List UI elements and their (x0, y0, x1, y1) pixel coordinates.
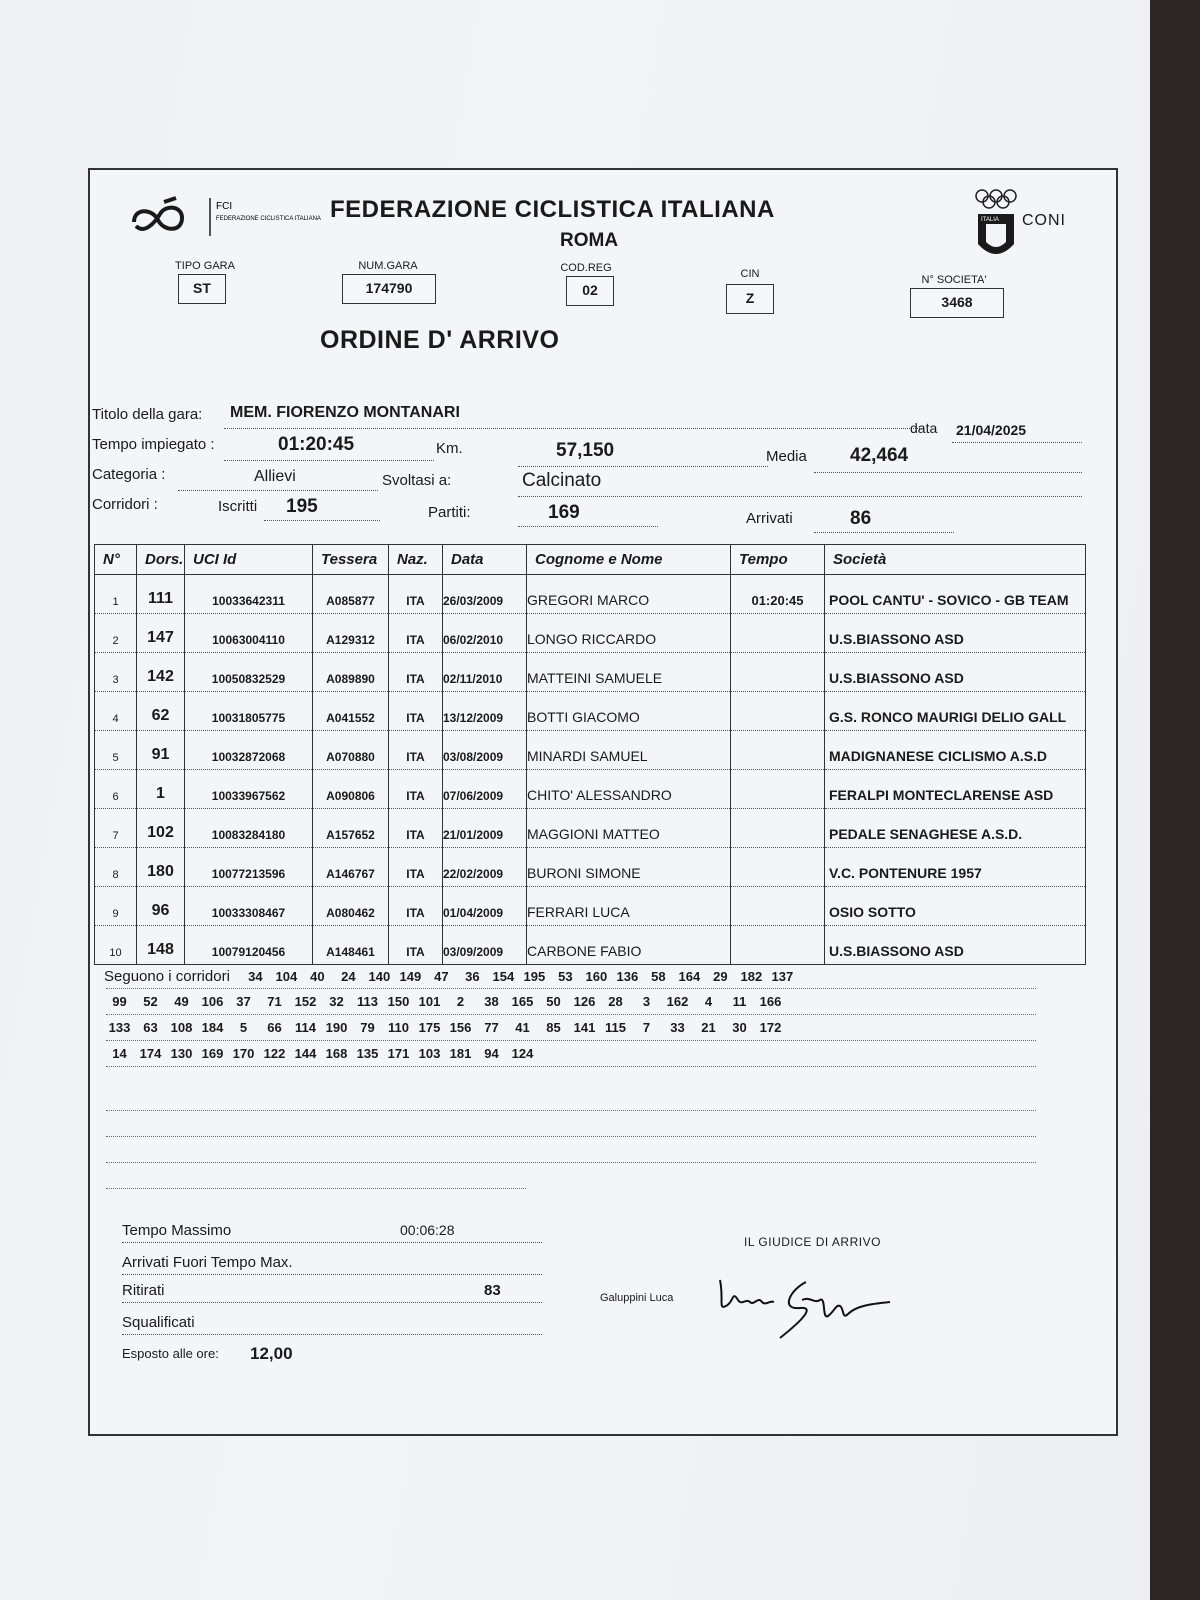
federation-title: FEDERAZIONE CICLISTICA ITALIANA (330, 196, 775, 223)
following-bib: 175 (418, 1020, 441, 1035)
empty-line (106, 1162, 1036, 1163)
categoria-value: Allievi (254, 468, 296, 485)
table-row (95, 614, 1086, 653)
following-bib: 195 (523, 969, 546, 984)
following-bib: 164 (678, 969, 701, 984)
following-bib: 140 (368, 969, 391, 984)
following-bib: 124 (511, 1046, 534, 1061)
time-cell (731, 614, 825, 653)
fuori-tempo-label: Arrivati Fuori Tempo Max. (122, 1254, 293, 1271)
fci-logo (124, 192, 321, 242)
following-bib: 162 (666, 994, 689, 1009)
uci-id-cell: 10033967562 (185, 770, 313, 809)
following-bib: 47 (434, 969, 449, 984)
categoria-line (178, 490, 378, 491)
team-cell: V.C. PONTENURE 1957 (825, 848, 1086, 887)
position-cell: 7 (95, 809, 137, 848)
bib-cell: 62 (137, 692, 185, 731)
following-bib: 104 (275, 969, 298, 984)
partiti-value: 169 (548, 502, 580, 523)
following-dotline (106, 988, 1036, 989)
rider-name-cell: BOTTI GIACOMO (527, 692, 731, 731)
esposto-value: 12,00 (250, 1344, 293, 1363)
uci-id-cell: 10077213596 (185, 848, 313, 887)
following-bib: 184 (201, 1020, 224, 1035)
svoltasi-line (518, 496, 1082, 497)
following-bib: 169 (201, 1046, 224, 1061)
nationality-cell: ITA (389, 614, 443, 653)
table-row (95, 575, 1086, 614)
nationality-cell: ITA (389, 653, 443, 692)
arrivati-line (814, 532, 954, 533)
position-cell: 2 (95, 614, 137, 653)
col-header: Tempo (731, 545, 825, 575)
ritirati-line (122, 1302, 542, 1303)
table-row (95, 731, 1086, 770)
rider-name-cell: MINARDI SAMUEL (527, 731, 731, 770)
following-bib: 144 (294, 1046, 317, 1061)
following-dotline (106, 1014, 1036, 1015)
table-row (95, 809, 1086, 848)
fuori-tempo-line (122, 1274, 542, 1275)
position-cell: 5 (95, 731, 137, 770)
time-cell (731, 653, 825, 692)
following-bib: 170 (232, 1046, 255, 1061)
following-bib: 126 (573, 994, 596, 1009)
esposto-label: Esposto alle ore: (122, 1346, 219, 1361)
position-cell: 10 (95, 926, 137, 965)
following-bib: 33 (670, 1020, 685, 1035)
tessera-cell: A148461 (313, 926, 389, 965)
bib-cell: 147 (137, 614, 185, 653)
nationality-cell: ITA (389, 770, 443, 809)
tempo-label: Tempo impiegato : (92, 436, 215, 453)
position-cell: 6 (95, 770, 137, 809)
following-bib: 40 (310, 969, 325, 984)
tessera-cell: A146767 (313, 848, 389, 887)
uci-id-cell: 10033642311 (185, 575, 313, 614)
birthdate-cell: 03/08/2009 (443, 731, 527, 770)
following-bib: 41 (515, 1020, 530, 1035)
following-bib: 34 (248, 969, 263, 984)
following-bib: 181 (449, 1046, 472, 1061)
rider-name-cell: BURONI SIMONE (527, 848, 731, 887)
following-bib: 103 (418, 1046, 441, 1061)
federation-city: ROMA (560, 230, 619, 251)
time-cell (731, 848, 825, 887)
media-label: Media (766, 448, 807, 465)
birthdate-cell: 13/12/2009 (443, 692, 527, 731)
arrival-order-form (88, 168, 1118, 1436)
table-row (95, 887, 1086, 926)
rider-name-cell: CARBONE FABIO (527, 926, 731, 965)
following-dotline (106, 1040, 1036, 1041)
nationality-cell: ITA (389, 848, 443, 887)
following-bib: 137 (771, 969, 794, 984)
team-cell: MADIGNANESE CICLISMO A.S.D (825, 731, 1086, 770)
rider-name-cell: MAGGIONI MATTEO (527, 809, 731, 848)
following-bib: 149 (399, 969, 422, 984)
bib-cell: 111 (137, 575, 185, 614)
team-cell: FERALPI MONTECLARENSE ASD (825, 770, 1086, 809)
nationality-cell: ITA (389, 887, 443, 926)
col-header: Data (443, 545, 527, 575)
partiti-line (518, 526, 658, 527)
team-cell: OSIO SOTTO (825, 887, 1086, 926)
birthdate-cell: 03/09/2009 (443, 926, 527, 965)
following-bib: 14 (112, 1046, 127, 1061)
titolo-line (224, 428, 924, 429)
position-cell: 3 (95, 653, 137, 692)
following-line (104, 1046, 1044, 1061)
data-label: data (910, 420, 938, 436)
table-row (95, 848, 1086, 887)
tempo-massimo-label: Tempo Massimo (122, 1222, 232, 1239)
cod-reg-value: 02 (566, 276, 614, 306)
following-bib: 36 (465, 969, 480, 984)
position-cell: 4 (95, 692, 137, 731)
following-bib: 165 (511, 994, 534, 1009)
following-bib: 122 (263, 1046, 286, 1061)
tessera-cell: A085877 (313, 575, 389, 614)
following-bib: 24 (341, 969, 356, 984)
following-label: Seguono i corridori (104, 968, 230, 985)
coni-label: CONI (1022, 212, 1066, 229)
results-table (94, 544, 1086, 965)
time-cell (731, 770, 825, 809)
team-cell: PEDALE SENAGHESE A.S.D. (825, 809, 1086, 848)
following-bib: 52 (143, 994, 158, 1009)
following-bib: 30 (732, 1020, 747, 1035)
empty-line (106, 1188, 526, 1189)
uci-id-cell: 10032872068 (185, 731, 313, 770)
position-cell: 9 (95, 887, 137, 926)
col-header: Naz. (389, 545, 443, 575)
rider-name-cell: MATTEINI SAMUELE (527, 653, 731, 692)
following-bib: 115 (605, 1020, 626, 1035)
following-bib: 130 (170, 1046, 193, 1061)
team-cell: U.S.BIASSONO ASD (825, 926, 1086, 965)
following-bib: 136 (616, 969, 639, 984)
num-gara-label: NUM.GARA (358, 260, 418, 272)
titolo-label: Titolo della gara: (92, 406, 203, 423)
squalificati-line (122, 1334, 542, 1335)
empty-line (106, 1110, 1036, 1111)
societa-label: N° SOCIETA' (921, 274, 987, 286)
col-header: Società (825, 545, 1086, 575)
km-line (518, 466, 768, 467)
bib-cell: 148 (137, 926, 185, 965)
squalificati-label: Squalificati (122, 1314, 195, 1331)
cin-value: Z (726, 284, 774, 314)
tessera-cell: A090806 (313, 770, 389, 809)
following-line (104, 994, 1044, 1009)
empty-line (106, 1136, 1036, 1137)
nationality-cell: ITA (389, 575, 443, 614)
following-bib: 94 (484, 1046, 499, 1061)
nationality-cell: ITA (389, 731, 443, 770)
following-bib: 32 (329, 994, 344, 1009)
birthdate-cell: 07/06/2009 (443, 770, 527, 809)
tempo-massimo-value: 00:06:28 (400, 1222, 455, 1238)
media-line (814, 472, 1082, 473)
uci-id-cell: 10063004110 (185, 614, 313, 653)
judge-signature (710, 1260, 910, 1350)
following-bib: 150 (387, 994, 410, 1009)
col-header: Cognome e Nome (527, 545, 731, 575)
following-bib: 50 (546, 994, 561, 1009)
position-cell: 1 (95, 575, 137, 614)
following-bib: 190 (325, 1020, 348, 1035)
position-cell: 8 (95, 848, 137, 887)
uci-id-cell: 10050832529 (185, 653, 313, 692)
following-bib: 160 (585, 969, 608, 984)
km-label: Km. (436, 440, 463, 457)
following-bib: 11 (732, 994, 747, 1009)
cin-label: CIN (740, 268, 760, 280)
categoria-label: Categoria : (92, 466, 166, 483)
following-bib: 29 (713, 969, 728, 984)
following-bib: 166 (759, 994, 782, 1009)
bib-cell: 96 (137, 887, 185, 926)
bib-cell: 180 (137, 848, 185, 887)
bib-cell: 91 (137, 731, 185, 770)
partiti-label: Partiti: (428, 504, 471, 521)
tessera-cell: A157652 (313, 809, 389, 848)
following-bib: 106 (201, 994, 224, 1009)
fci-logo-text: FCI (216, 201, 233, 212)
time-cell (731, 692, 825, 731)
km-value: 57,150 (556, 440, 615, 461)
team-cell: U.S.BIASSONO ASD (825, 653, 1086, 692)
following-bib: 58 (651, 969, 666, 984)
following-bib: 172 (759, 1020, 782, 1035)
tessera-cell: A041552 (313, 692, 389, 731)
following-dotline (106, 1066, 1036, 1067)
time-cell (731, 926, 825, 965)
following-bib: 7 (642, 1020, 651, 1035)
tempo-line (224, 460, 434, 461)
following-bib: 3 (642, 994, 651, 1009)
birthdate-cell: 06/02/2010 (443, 614, 527, 653)
bib-cell: 1 (137, 770, 185, 809)
tipo-gara-label: TIPO GARA (175, 260, 235, 272)
nationality-cell: ITA (389, 692, 443, 731)
uci-id-cell: 10031805775 (185, 692, 313, 731)
judge-title: IL GIUDICE DI ARRIVO (744, 1235, 881, 1249)
following-bib: 182 (740, 969, 763, 984)
team-cell: U.S.BIASSONO ASD (825, 614, 1086, 653)
team-cell: POOL CANTU' - SOVICO - GB TEAM (825, 575, 1086, 614)
following-bib: 154 (492, 969, 515, 984)
following-bib: 141 (573, 1020, 596, 1035)
tessera-cell: A080462 (313, 887, 389, 926)
col-header: UCI Id (185, 545, 313, 575)
svoltasi-label: Svoltasi a: (382, 472, 452, 489)
following-bib: 108 (170, 1020, 193, 1035)
time-cell (731, 887, 825, 926)
following-bib: 53 (558, 969, 573, 984)
team-cell: G.S. RONCO MAURIGI DELIO GALL (825, 692, 1086, 731)
following-bib: 28 (608, 994, 623, 1009)
nationality-cell: ITA (389, 926, 443, 965)
iscritti-label: Iscritti (218, 498, 258, 515)
corridori-label: Corridori : (92, 496, 158, 513)
data-line (952, 442, 1082, 443)
results-body (95, 575, 1086, 965)
time-cell (731, 809, 825, 848)
following-bib: 79 (360, 1020, 375, 1035)
col-header: Tessera (313, 545, 389, 575)
rider-name-cell: LONGO RICCARDO (527, 614, 731, 653)
iscritti-line (264, 520, 380, 521)
uci-id-cell: 10033308467 (185, 887, 313, 926)
following-bib: 113 (357, 994, 378, 1009)
following-bib: 110 (388, 1020, 409, 1035)
birthdate-cell: 26/03/2009 (443, 575, 527, 614)
birthdate-cell: 22/02/2009 (443, 848, 527, 887)
tipo-gara-value: ST (178, 274, 226, 304)
tempo-value: 01:20:45 (278, 434, 355, 455)
data-value: 21/04/2025 (956, 422, 1027, 438)
following-bib: 4 (704, 994, 713, 1009)
col-header: N° (95, 545, 137, 575)
following-bib: 99 (112, 994, 127, 1009)
following-bib: 71 (267, 994, 282, 1009)
bib-cell: 102 (137, 809, 185, 848)
rider-name-cell: FERRARI LUCA (527, 887, 731, 926)
uci-id-cell: 10083284180 (185, 809, 313, 848)
table-header-row (95, 545, 1086, 575)
tessera-cell: A129312 (313, 614, 389, 653)
col-header: Dors. (137, 545, 185, 575)
bib-cell: 142 (137, 653, 185, 692)
rider-name-cell: CHITO' ALESSANDRO (527, 770, 731, 809)
coni-shield-text: ITALIA (981, 217, 999, 223)
ritirati-value: 83 (484, 1282, 501, 1299)
following-bib: 171 (387, 1046, 410, 1061)
media-value: 42,464 (850, 445, 909, 466)
table-row (95, 926, 1086, 965)
table-row (95, 692, 1086, 731)
following-bib: 21 (701, 1020, 716, 1035)
following-bib: 174 (139, 1046, 162, 1061)
following-bib: 168 (325, 1046, 348, 1061)
tessera-cell: A070880 (313, 731, 389, 770)
table-row (95, 770, 1086, 809)
time-cell (731, 731, 825, 770)
following-bib: 49 (174, 994, 189, 1009)
time-cell: 01:20:45 (731, 575, 825, 614)
following-bib: 135 (356, 1046, 379, 1061)
birthdate-cell: 21/01/2009 (443, 809, 527, 848)
following-bib: 38 (484, 994, 499, 1009)
iscritti-value: 195 (286, 496, 318, 517)
document-title: ORDINE D' ARRIVO (320, 326, 560, 354)
following-bib: 85 (546, 1020, 561, 1035)
nationality-cell: ITA (389, 809, 443, 848)
num-gara-value: 174790 (342, 274, 436, 304)
table-row (95, 653, 1086, 692)
birthdate-cell: 02/11/2010 (443, 653, 527, 692)
cod-reg-label: COD.REG (560, 262, 612, 274)
birthdate-cell: 01/04/2009 (443, 887, 527, 926)
titolo-value: MEM. FIORENZO MONTANARI (230, 404, 460, 421)
following-bib: 5 (239, 1020, 248, 1035)
tempo-massimo-line (122, 1242, 542, 1243)
following-bib: 2 (456, 994, 465, 1009)
rider-name-cell: GREGORI MARCO (527, 575, 731, 614)
ritirati-label: Ritirati (122, 1282, 165, 1299)
arrivati-label: Arrivati (746, 510, 793, 527)
following-bib: 63 (143, 1020, 158, 1035)
following-line (104, 1020, 1044, 1035)
following-bib: 156 (449, 1020, 472, 1035)
arrivati-value: 86 (850, 508, 872, 529)
following-bib: 133 (108, 1020, 131, 1035)
following-bib: 77 (484, 1020, 499, 1035)
following-bib: 114 (295, 1020, 316, 1035)
following-bib: 152 (294, 994, 317, 1009)
societa-value: 3468 (910, 288, 1004, 318)
svoltasi-value: Calcinato (522, 470, 602, 491)
uci-id-cell: 10079120456 (185, 926, 313, 965)
fci-logo-subtext: FEDERAZIONE CICLISTICA ITALIANA (216, 216, 321, 222)
following-bib: 66 (267, 1020, 282, 1035)
following-line (104, 968, 1044, 985)
following-bib: 37 (236, 994, 251, 1009)
tessera-cell: A089890 (313, 653, 389, 692)
following-bib: 101 (418, 994, 441, 1009)
judge-name: Galuppini Luca (600, 1292, 674, 1304)
